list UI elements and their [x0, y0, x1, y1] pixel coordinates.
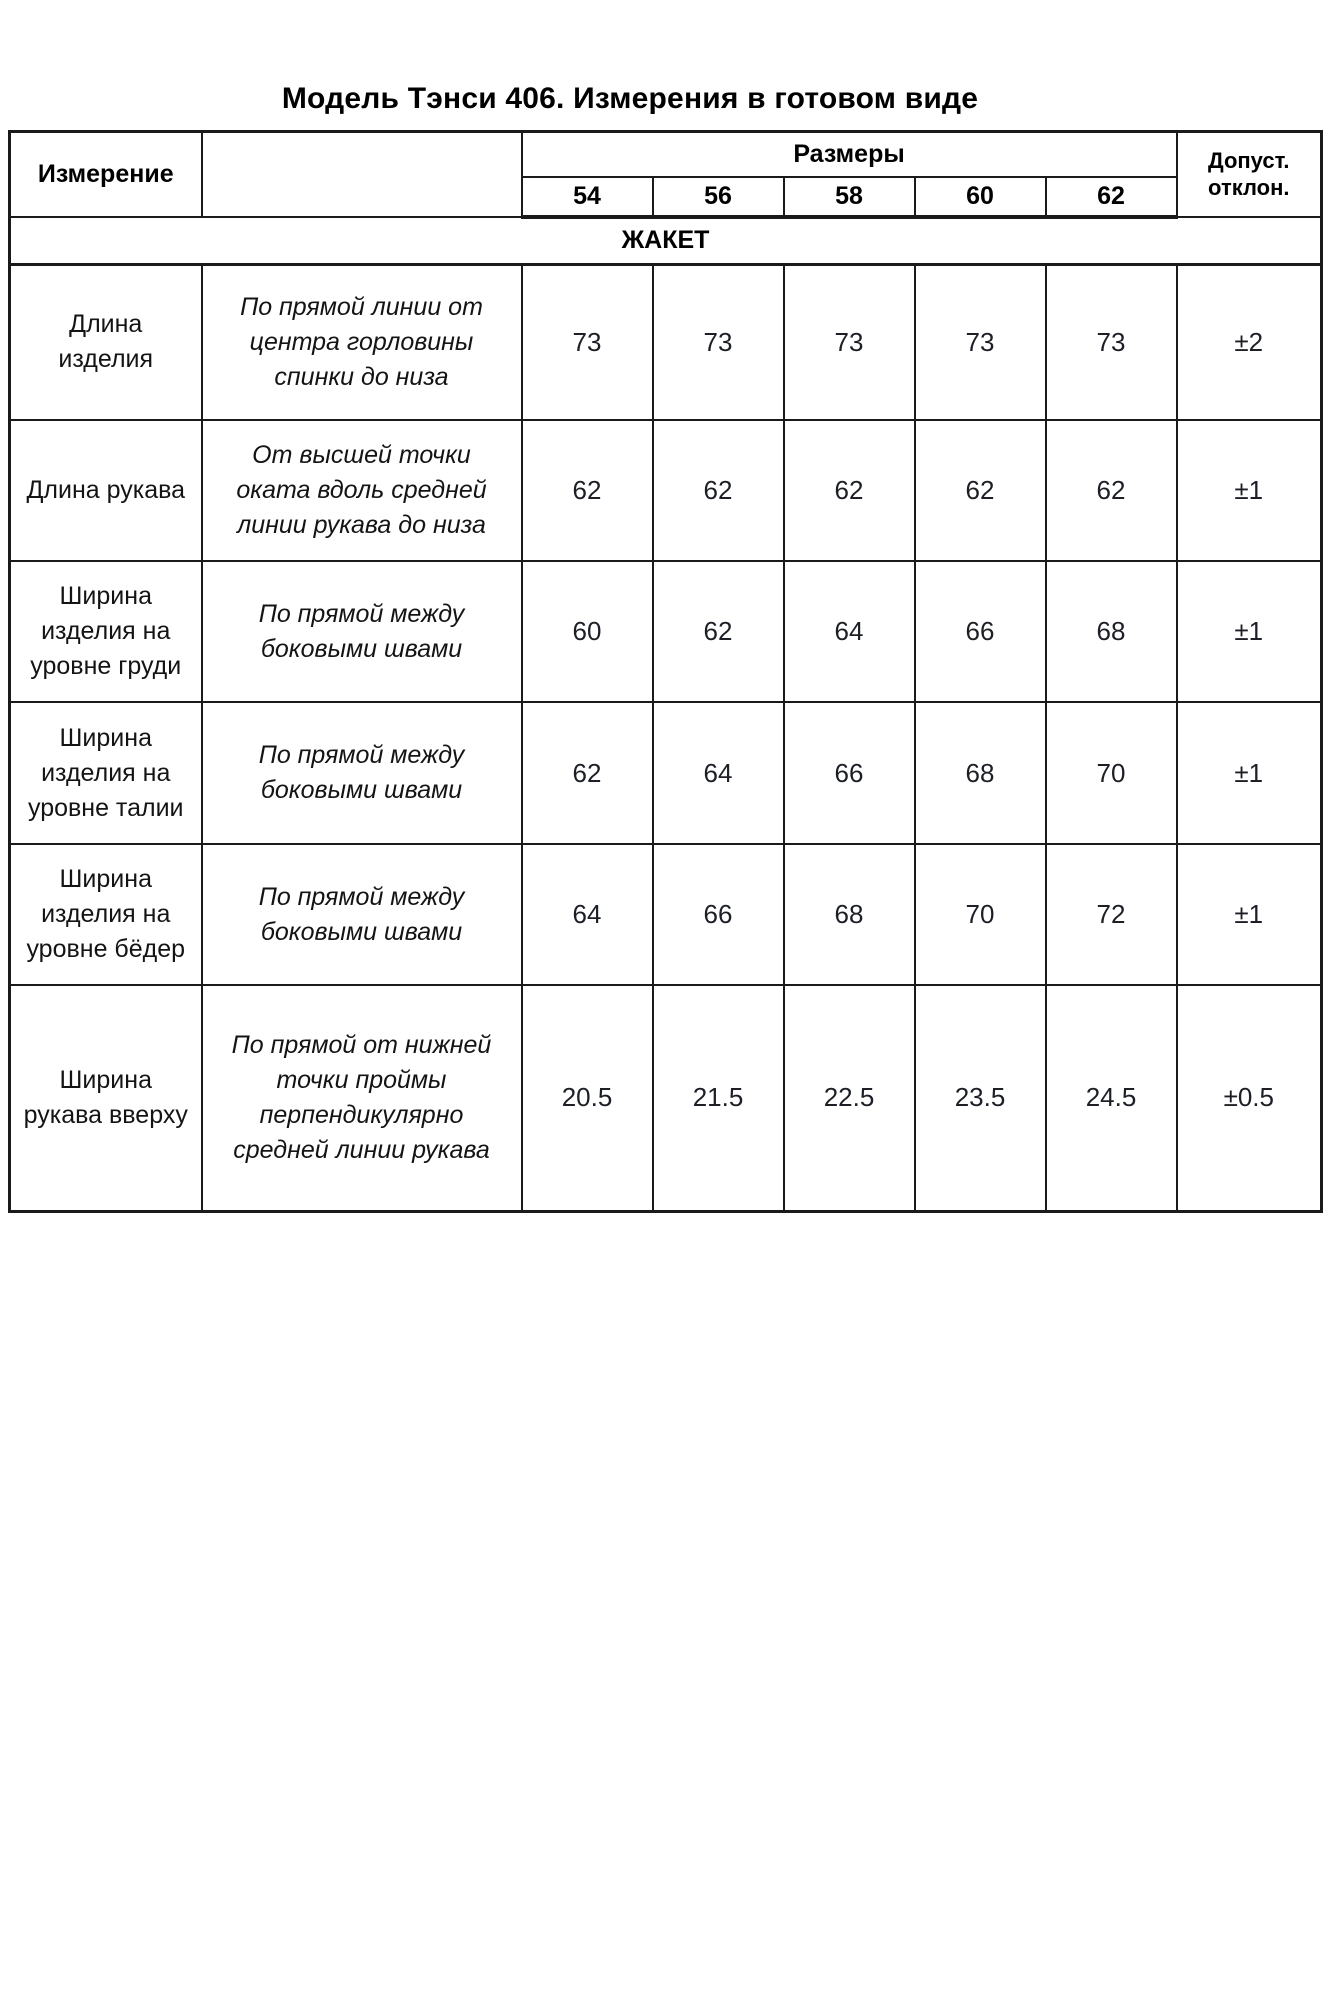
row-method: По прямой между боковыми швами	[202, 561, 522, 702]
section-title: ЖАКЕТ	[10, 217, 1322, 265]
measurements-table	[8, 130, 1323, 1213]
row-value: 73	[1046, 264, 1177, 420]
row-value: 64	[522, 844, 653, 985]
row-method: По прямой между боковыми швами	[202, 844, 522, 985]
section-row	[10, 217, 1322, 265]
row-value: 73	[653, 264, 784, 420]
row-tolerance: ±1	[1177, 844, 1322, 985]
row-value: 24.5	[1046, 985, 1177, 1211]
row-value: 62	[522, 702, 653, 844]
table-row	[10, 985, 1322, 1211]
method-column-header-empty	[202, 132, 522, 217]
row-value: 62	[784, 420, 915, 561]
table-row	[10, 702, 1322, 844]
header-row-group	[10, 132, 1322, 177]
row-label: Ширина изделия на уровне груди	[10, 561, 202, 702]
row-value: 70	[1046, 702, 1177, 844]
row-value: 64	[784, 561, 915, 702]
sizes-group-header: Размеры	[522, 132, 1177, 177]
row-label: Длина изделия	[10, 264, 202, 420]
size-column-header: 56	[653, 177, 784, 217]
row-value: 22.5	[784, 985, 915, 1211]
size-column-header: 62	[1046, 177, 1177, 217]
row-value: 68	[784, 844, 915, 985]
row-tolerance: ±1	[1177, 702, 1322, 844]
row-value: 60	[522, 561, 653, 702]
tolerance-column-header: Допуст. отклон.	[1177, 132, 1322, 217]
row-label: Ширина рукава вверху	[10, 985, 202, 1211]
row-value: 73	[522, 264, 653, 420]
row-tolerance: ±1	[1177, 420, 1322, 561]
row-value: 62	[522, 420, 653, 561]
table-row	[10, 264, 1322, 420]
row-tolerance: ±0.5	[1177, 985, 1322, 1211]
table-row	[10, 420, 1322, 561]
row-label: Ширина изделия на уровне бёдер	[10, 844, 202, 985]
size-column-header: 60	[915, 177, 1046, 217]
row-value: 68	[1046, 561, 1177, 702]
row-tolerance: ±2	[1177, 264, 1322, 420]
row-value: 73	[784, 264, 915, 420]
row-label: Длина рукава	[10, 420, 202, 561]
row-value: 20.5	[522, 985, 653, 1211]
row-value: 21.5	[653, 985, 784, 1211]
row-method: По прямой линии от центра горловины спинки до низа	[202, 264, 522, 420]
row-value: 64	[653, 702, 784, 844]
row-value: 72	[1046, 844, 1177, 985]
row-value: 62	[1046, 420, 1177, 561]
size-column-header: 54	[522, 177, 653, 217]
row-tolerance: ±1	[1177, 561, 1322, 702]
table-row	[10, 844, 1322, 985]
row-value: 66	[653, 844, 784, 985]
row-method: От высшей точки оката вдоль средней линии рукава до низа	[202, 420, 522, 561]
row-value: 62	[915, 420, 1046, 561]
row-method: По прямой между боковыми швами	[202, 702, 522, 844]
table-row	[10, 561, 1322, 702]
size-column-header: 58	[784, 177, 915, 217]
row-value: 66	[784, 702, 915, 844]
row-method: По прямой от нижней точки проймы перпендикулярно средней линии рукава	[202, 985, 522, 1211]
measurement-column-header: Измерение	[10, 132, 202, 217]
row-value: 68	[915, 702, 1046, 844]
row-value: 62	[653, 420, 784, 561]
page-title: Модель Тэнси 406. Измерения в готовом виде	[281, 82, 979, 115]
row-label: Ширина изделия на уровне талии	[10, 702, 202, 844]
row-value: 70	[915, 844, 1046, 985]
row-value: 62	[653, 561, 784, 702]
row-value: 23.5	[915, 985, 1046, 1211]
row-value: 73	[915, 264, 1046, 420]
row-value: 66	[915, 561, 1046, 702]
